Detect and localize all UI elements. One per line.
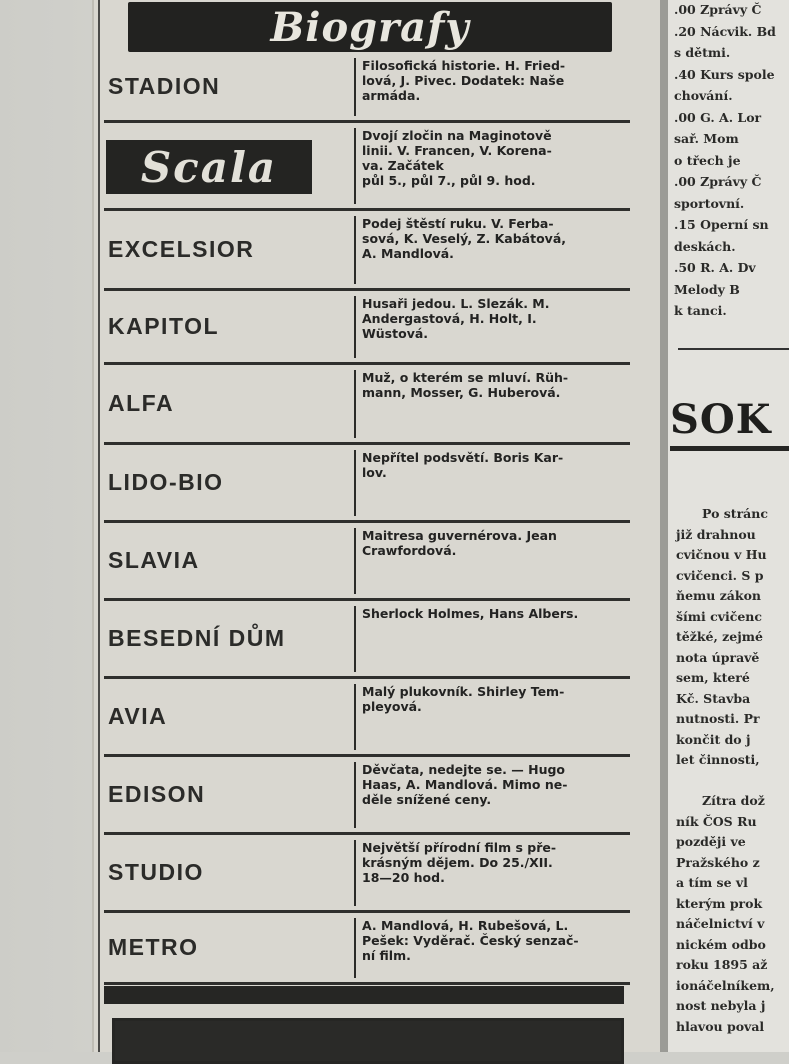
row-divider [104, 520, 630, 523]
row-divider [104, 362, 630, 365]
side-divider [678, 348, 789, 350]
row-divider [104, 598, 630, 601]
column-separator [354, 684, 356, 750]
listing-line: Crawfordová. [362, 543, 457, 558]
film-listing [362, 128, 630, 188]
radio-program-line: .15 Operní sn [674, 217, 769, 232]
article-line: Zítra dož [702, 793, 765, 808]
cinema-name: SLAVIA [108, 547, 200, 573]
article-line: končit do j [676, 731, 751, 747]
cinema-entry [100, 366, 630, 446]
listing-line: va. Začátek [362, 158, 444, 173]
listing-line: Andergastová, H. Holt, I. [362, 311, 537, 326]
radio-program-line: chování. [674, 88, 733, 103]
film-listing [362, 918, 630, 963]
listing-line: Filosofická historie. H. Fried- [362, 58, 566, 73]
listing-line: 18—20 hod. [362, 870, 445, 885]
row-divider [104, 832, 630, 835]
film-listing [362, 58, 630, 103]
column-separator [354, 528, 356, 594]
cinema-entry [100, 54, 630, 124]
side-heading: SOK [670, 396, 772, 443]
listing-line: Podej štěstí ruku. V. Ferba- [362, 216, 554, 231]
radio-program-line: .20 Nácvik. Bd [674, 23, 776, 39]
radio-program-line: o třech je [674, 152, 741, 168]
side-heading-rule [670, 446, 789, 451]
cinema-entry [100, 212, 630, 292]
film-listing [362, 528, 630, 558]
article-line: již drahnou [676, 526, 756, 542]
cinema-name: EDISON [108, 781, 206, 807]
cinema-entry [100, 124, 630, 212]
listing-line: mann, Mosser, G. Huberová. [362, 385, 561, 400]
row-divider [104, 208, 630, 211]
listing-line: Husaři jedou. L. Slezák. M. [362, 296, 550, 311]
cinema-entry [100, 758, 630, 836]
cinema-entry [100, 292, 630, 366]
cinema-name: Scala [140, 142, 278, 192]
radio-program-line: deskách. [674, 238, 736, 254]
listing-line: lová, J. Pivec. Dodatek: Naše [362, 73, 565, 88]
listing-line: Wüstová. [362, 326, 429, 341]
listing-line: Haas, A. Mandlová. Mimo ne- [362, 777, 568, 792]
row-divider [104, 120, 630, 123]
column-separator [354, 128, 356, 204]
article-line: Kč. Stavba [676, 690, 751, 706]
row-divider [104, 910, 630, 913]
listing-line: lov. [362, 465, 387, 480]
listing-line: armáda. [362, 88, 421, 103]
article-line: ionáčelníkem, [676, 977, 775, 993]
article-line: roku 1895 až [676, 957, 768, 972]
article-line: těžké, zejmé [676, 629, 763, 644]
cinema-name: EXCELSIOR [108, 236, 255, 262]
radio-program-line: sař. Mom [674, 131, 739, 146]
row-divider [104, 288, 630, 291]
article-line: později ve [676, 834, 746, 849]
column-separator [354, 450, 356, 516]
article-line: nickém odbo [676, 936, 766, 952]
column-separator [354, 840, 356, 906]
film-listing [362, 296, 630, 341]
cinema-name: BESEDNÍ DŮM [108, 625, 286, 651]
article-line: let činnosti, [676, 752, 760, 767]
listing-line: Muž, o kterém se mluví. Rüh- [362, 370, 569, 385]
radio-program-line: .00 Zprávy Č [674, 2, 762, 17]
cinema-entry [100, 836, 630, 914]
listing-line: půl 5., půl 7., půl 9. hod. [362, 173, 536, 188]
listing-line: děle snížené ceny. [362, 792, 492, 807]
article-line: šími cvičenc [676, 608, 762, 624]
column-separator [354, 762, 356, 828]
article-line: nota úpravě [676, 649, 760, 665]
row-divider [104, 754, 630, 757]
listing-line: Nepřítel podsvětí. Boris Kar- [362, 450, 564, 465]
article-line: Pražského z [676, 854, 760, 870]
column-separator [354, 606, 356, 672]
article-line: kterým prok [676, 895, 763, 911]
cinema-name: AVIA [108, 703, 168, 729]
article-line: hlavou poval [676, 1018, 765, 1034]
bottom-divider [104, 986, 624, 1004]
adjacent-column [668, 0, 789, 1052]
article-line: ník ČOS Ru [676, 813, 757, 829]
cinema-name: LIDO-BIO [108, 469, 224, 495]
radio-program-line: k tanci. [674, 303, 727, 318]
cinema-entry [100, 446, 630, 524]
listing-line: krásným dějem. Do 25./XII. [362, 855, 553, 870]
cinema-entry [100, 680, 630, 758]
radio-program-line: .40 Kurs spole [674, 66, 775, 82]
column-separator [354, 296, 356, 358]
article-line: cvičenci. S p [676, 567, 764, 583]
row-divider [104, 442, 630, 445]
article-line: sem, které [676, 670, 750, 685]
film-listing [362, 762, 630, 807]
column-separator [354, 918, 356, 978]
cinema-entry [100, 524, 630, 602]
cinema-name: STADION [108, 73, 221, 99]
cinema-entry [100, 602, 630, 680]
radio-program-line: .00 Zprávy Č [674, 174, 762, 189]
film-listing [362, 370, 630, 400]
radio-program-line: sportovní. [674, 195, 745, 211]
listing-line: pleyová. [362, 699, 422, 714]
film-listing [362, 450, 630, 480]
film-listing [362, 216, 630, 261]
section-title: Biografy [270, 3, 470, 51]
listing-line: sová, K. Veselý, Z. Kabátová, [362, 231, 567, 246]
article-line: nutnosti. Pr [676, 711, 760, 726]
radio-program-line: .00 G. A. Lor [674, 109, 762, 125]
cinema-name: KAPITOL [108, 313, 220, 339]
article-line: cvičnou v Hu [676, 547, 767, 562]
article-line: Po stránc [702, 506, 768, 521]
listing-line: Dvojí zločin na Maginotově [362, 128, 552, 143]
listing-line: Děvčata, nedejte se. — Hugo [362, 762, 566, 777]
cinema-name: METRO [108, 934, 199, 960]
section-header [128, 2, 612, 52]
listing-line: A. Mandlová, H. Rubešová, L. [362, 918, 569, 933]
listing-line: Maitresa guvernérova. Jean [362, 528, 557, 543]
listing-line: Malý plukovník. Shirley Tem- [362, 684, 565, 699]
cinema-entry [100, 914, 630, 986]
listing-line: ní film. [362, 948, 411, 963]
column-separator [354, 58, 356, 116]
listing-line: A. Mandlová. [362, 246, 454, 261]
column-separator [354, 370, 356, 438]
article-line: a tím se vl [676, 875, 748, 890]
page-gutter [660, 0, 668, 1052]
article-line: náčelnictví v [676, 916, 765, 931]
film-listing [362, 684, 630, 714]
article-line: nost nebyla j [676, 998, 766, 1013]
next-section-header [112, 1018, 624, 1064]
radio-program-line: s dětmi. [674, 45, 731, 60]
listing-line: linii. V. Francen, V. Korena- [362, 143, 552, 158]
newspaper-column [92, 0, 660, 1052]
radio-program-line: .50 R. A. Dv [674, 260, 756, 275]
listing-line: Pešek: Vyděrač. Český senzač- [362, 933, 579, 948]
radio-program-line: Melody B [674, 281, 740, 297]
cinema-name: STUDIO [108, 859, 204, 885]
row-divider [104, 982, 630, 985]
film-listing [362, 606, 630, 621]
column-separator [354, 216, 356, 284]
article-line: ňemu zákon [676, 588, 761, 603]
cinema-name: ALFA [108, 390, 175, 416]
listing-line: Největší přírodní film s pře- [362, 840, 557, 855]
film-listing [362, 840, 630, 885]
row-divider [104, 676, 630, 679]
listing-line: Sherlock Holmes, Hans Albers. [362, 606, 579, 621]
scala-logo [106, 140, 312, 194]
